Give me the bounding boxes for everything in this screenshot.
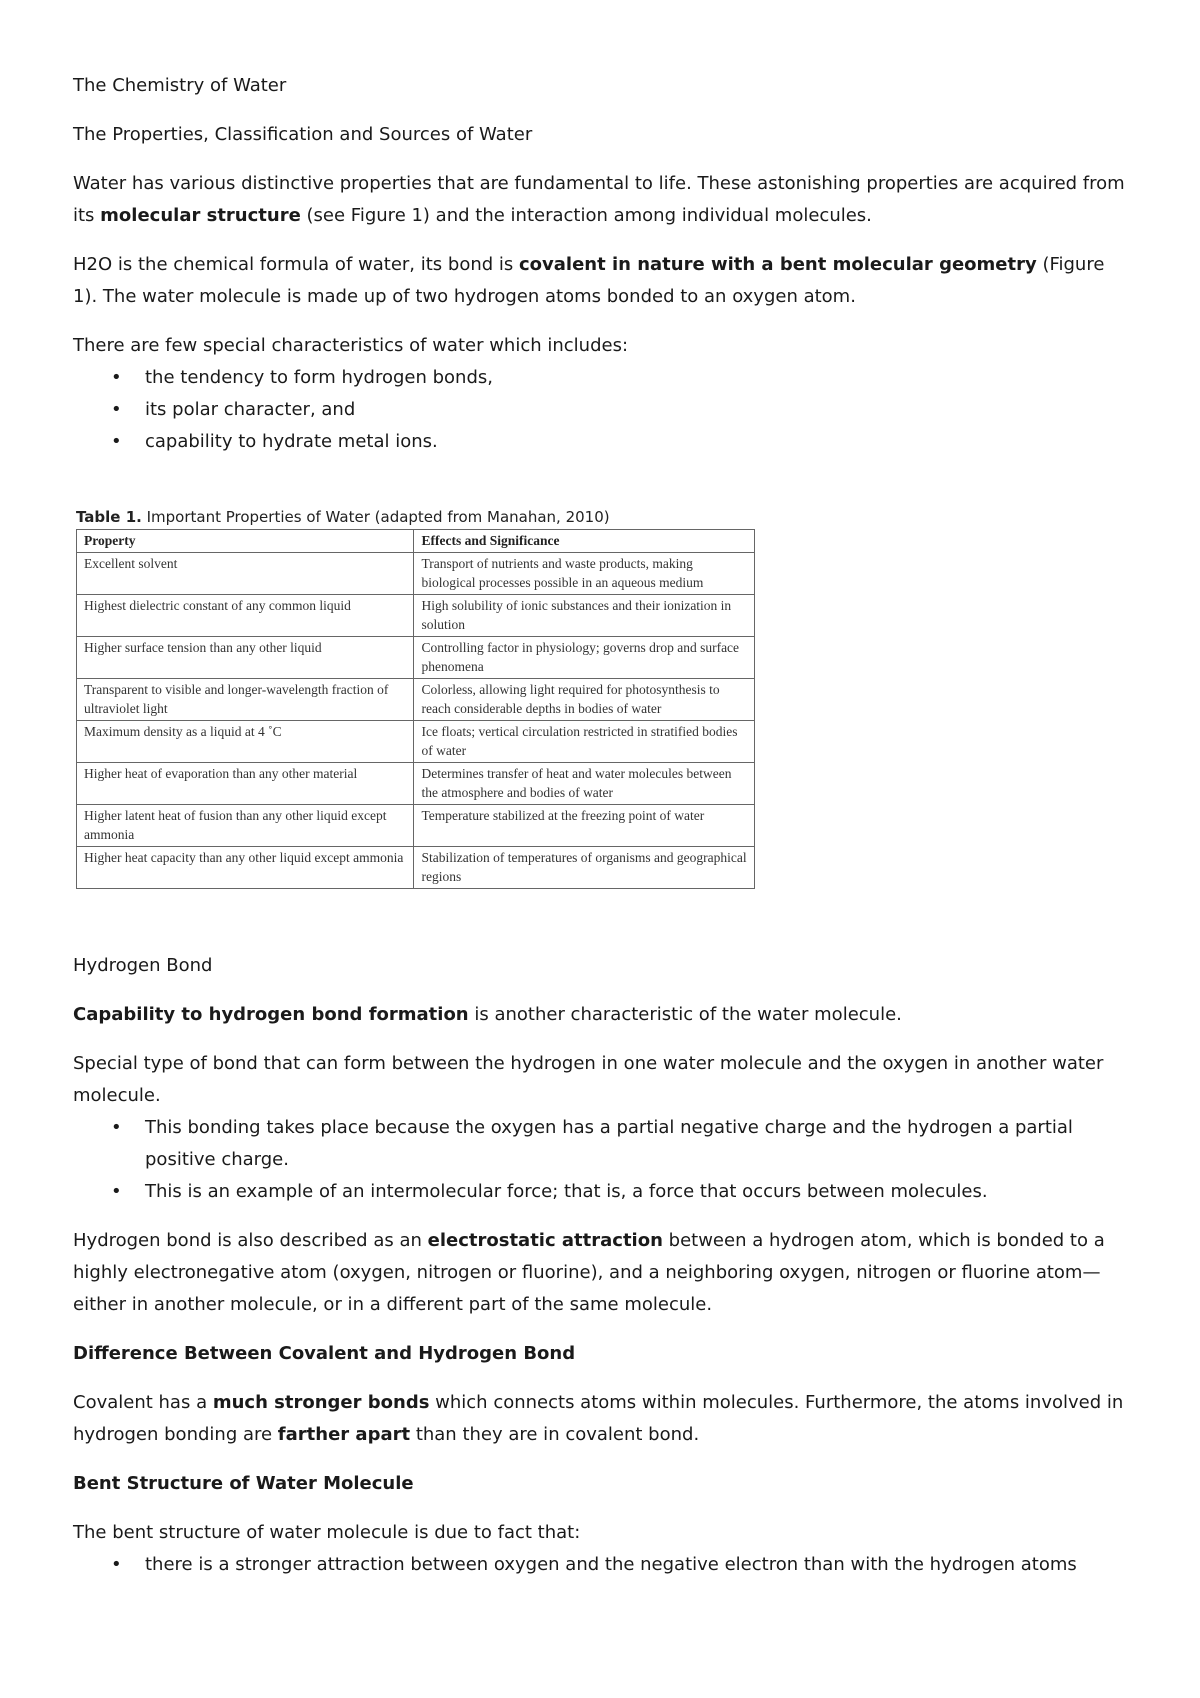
paragraph-covalent-bold-1: much stronger bonds <box>212 1392 430 1413</box>
table-caption <box>76 507 756 527</box>
paragraph-covalent-text-c: which connects atoms within molecules. Furthermore, the atoms involved in hydrogen bonding are <box>73 1392 1124 1445</box>
list-item-text: This bonding takes place because the oxygen has a partial negative charge and the hydrogen a partial positive charge. <box>145 1117 1073 1170</box>
table-row <box>77 804 755 846</box>
bullet-icon: • <box>111 1554 122 1575</box>
bullet-icon: • <box>111 1117 122 1138</box>
table-cell-property: Highest dielectric constant of any common liquid <box>77 594 414 636</box>
bent-list <box>73 1549 1143 1581</box>
heading-bent-structure <box>73 1468 1143 1500</box>
characteristics-list <box>73 362 1133 458</box>
list-item-text: This is an example of an intermolecular force; that is, a force that occurs between molecules. <box>145 1181 988 1202</box>
table-cell-effect: Controlling factor in physiology; governs drop and surface phenomena <box>414 636 755 678</box>
list-item-text: capability to hydrate metal ions. <box>145 431 438 452</box>
table-cell-effect: High solubility of ionic substances and their ionization in solution <box>414 594 755 636</box>
table-cell-property: Higher heat of evaporation than any other material <box>77 762 414 804</box>
table-caption-label: Table 1. <box>76 508 142 526</box>
paragraph-electrostatic-text-a: Hydrogen bond is also described as an <box>73 1230 428 1251</box>
document-title: The Chemistry of Water <box>73 75 287 96</box>
table-cell-effect: Temperature stabilized at the freezing point of water <box>414 804 755 846</box>
paragraph-covalent-text-e: than they are in covalent bond. <box>410 1424 700 1445</box>
paragraph-hbond-capability-text: is another characteristic of the water molecule. <box>468 1004 902 1025</box>
paragraph-formula <box>73 249 1133 313</box>
paragraph-electrostatic-bold: electrostatic attraction <box>427 1230 663 1251</box>
table-row <box>77 678 755 720</box>
paragraph-electrostatic-text-c: between a hydrogen atom, which is bonded to a highly electronegative atom (oxygen, nitrogen or fluorine), and a neighboring oxygen, nitrogen or fluorine atom—either in another molecule, or in a different part of the same molecule. <box>73 1230 1105 1315</box>
list-item-text: there is a stronger attraction between oxygen and the negative electron than with the hydrogen atoms <box>145 1554 1077 1575</box>
table-row <box>77 552 755 594</box>
properties-table <box>76 529 755 889</box>
paragraph-hbond-capability <box>73 999 1143 1031</box>
table-cell-property: Maximum density as a liquid at 4 ˚C <box>77 720 414 762</box>
paragraph-intro-text-a: Water has various distinctive properties that are fundamental to life. These astonishing properties are acquired from its <box>73 173 1125 226</box>
table-cell-property: Higher heat capacity than any other liquid except ammonia <box>77 846 414 888</box>
table-cell-property: Higher latent heat of fusion than any other liquid except ammonia <box>77 804 414 846</box>
table-cell-effect: Colorless, allowing light required for photosynthesis to reach considerable depths in bodies of water <box>414 678 755 720</box>
table-row <box>77 594 755 636</box>
heading-bent-structure-text: Bent Structure of Water Molecule <box>73 1473 414 1494</box>
table-cell-effect: Determines transfer of heat and water molecules between the atmosphere and bodies of water <box>414 762 755 804</box>
list-item-text: its polar character, and <box>145 399 356 420</box>
hbond-list <box>73 1112 1143 1208</box>
paragraph-characteristics: There are few special characteristics of water which includes: <box>73 335 629 356</box>
paragraph-electrostatic <box>73 1225 1143 1321</box>
document-lower <box>73 950 1143 1581</box>
table-cell-effect: Ice floats; vertical circulation restricted in stratified bodies of water <box>414 720 755 762</box>
paragraph-formula-bold: covalent in nature with a bent molecular geometry <box>518 254 1037 275</box>
table-header-row <box>77 530 755 553</box>
table-header-property: Property <box>77 530 414 553</box>
list-item <box>73 426 1133 458</box>
heading-difference <box>73 1338 1143 1370</box>
bullet-icon: • <box>111 1181 122 1202</box>
paragraph-covalent-bold-2: farther apart <box>277 1424 411 1445</box>
document-subtitle: The Properties, Classification and Sources of Water <box>73 124 533 145</box>
table-cell-effect: Transport of nutrients and waste products, making biological processes possible in an aqueous medium <box>414 552 755 594</box>
bullet-icon: • <box>111 431 122 452</box>
bullet-icon: • <box>111 367 122 388</box>
paragraph-intro-text-c: (see Figure 1) and the interaction among individual molecules. <box>300 205 872 226</box>
list-item-text: the tendency to form hydrogen bonds, <box>145 367 493 388</box>
heading-difference-text: Difference Between Covalent and Hydrogen Bond <box>73 1343 576 1364</box>
paragraph-bent: The bent structure of water molecule is due to fact that: <box>73 1522 581 1543</box>
paragraph-formula-text-a: H2O is the chemical formula of water, its bond is <box>73 254 519 275</box>
heading-hydrogen-bond: Hydrogen Bond <box>73 955 213 976</box>
paragraph-hbond-capability-bold: Capability to hydrogen bond formation <box>73 1004 469 1025</box>
table-row <box>77 846 755 888</box>
table-cell-effect: Stabilization of temperatures of organisms and geographical regions <box>414 846 755 888</box>
table-row <box>77 720 755 762</box>
paragraph-intro-bold: molecular structure <box>100 205 301 226</box>
list-item <box>73 1176 1143 1208</box>
table-cell-property: Transparent to visible and longer-wavelength fraction of ultraviolet light <box>77 678 414 720</box>
paragraph-covalent <box>73 1387 1143 1451</box>
paragraph-formula-text-c: (Figure 1). The water molecule is made up of two hydrogen atoms bonded to an oxygen atom. <box>73 254 1105 307</box>
table-caption-text: Important Properties of Water (adapted from Manahan, 2010) <box>141 508 610 526</box>
list-item <box>73 362 1133 394</box>
table-cell-property: Higher surface tension than any other liquid <box>77 636 414 678</box>
table-cell-property: Excellent solvent <box>77 552 414 594</box>
list-item <box>73 394 1133 426</box>
paragraph-intro <box>73 168 1133 232</box>
paragraph-covalent-text-a: Covalent has a <box>73 1392 213 1413</box>
list-item <box>73 1549 1143 1581</box>
paragraph-special-bond: Special type of bond that can form between the hydrogen in one water molecule and the oxygen in another water molecule. <box>73 1053 1104 1106</box>
properties-table-figure <box>76 507 756 889</box>
table-header-effects: Effects and Significance <box>414 530 755 553</box>
table-row <box>77 762 755 804</box>
document-upper <box>73 70 1133 458</box>
list-item <box>73 1112 1143 1176</box>
table-row <box>77 636 755 678</box>
bullet-icon: • <box>111 399 122 420</box>
